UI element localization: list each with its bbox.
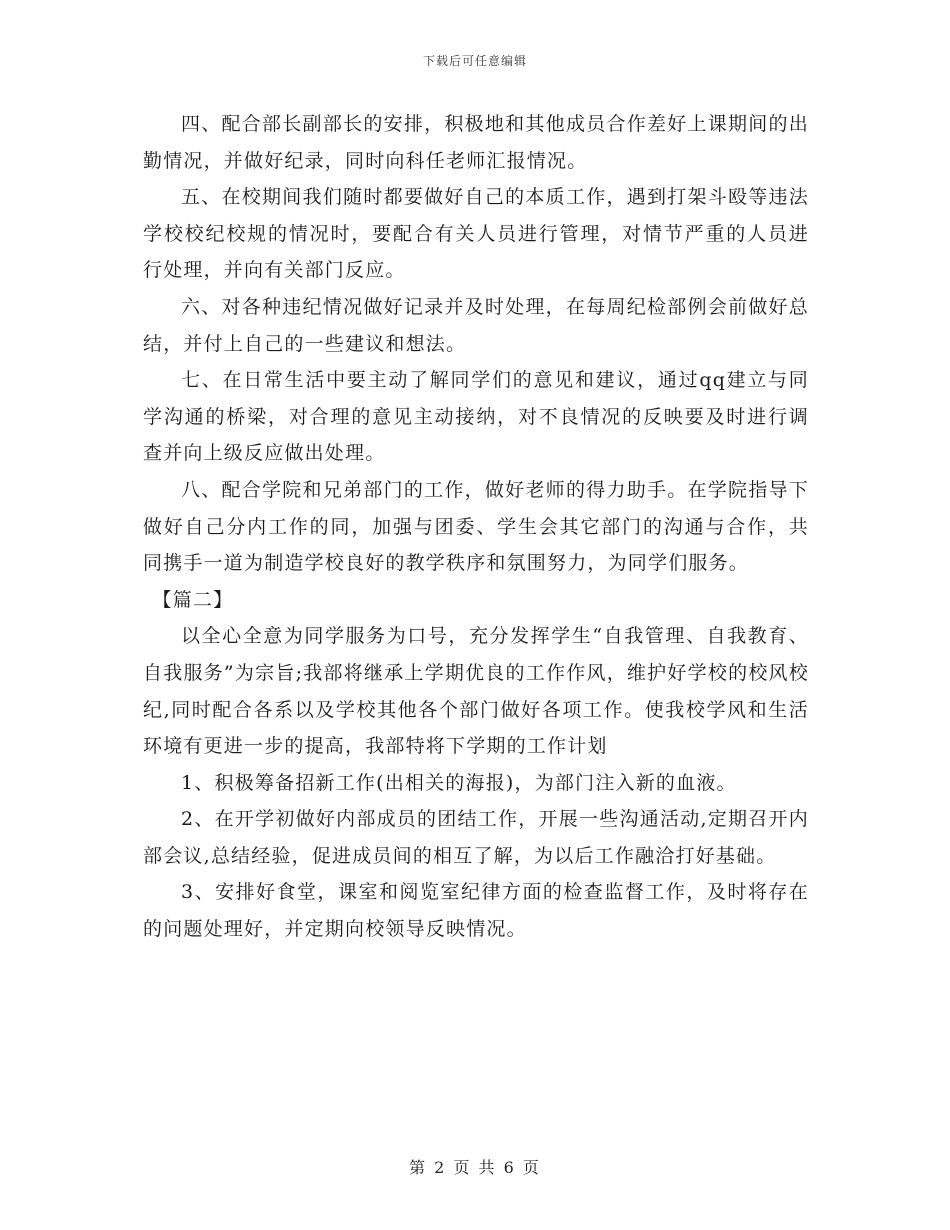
paragraph-item-6: 六、对各种违纪情况做好记录并及时处理，在每周纪检部例会前做好总结，并付上自己的一些建议和想法。 bbox=[143, 295, 809, 355]
header-note: 下载后可任意编辑 bbox=[422, 54, 527, 68]
paragraph-item-4: 四、配合部长副部长的安排，积极地和其他成员合作差好上课期间的出勤情况，并做好纪录，同时向科任老师汇报情况。 bbox=[143, 113, 809, 172]
plan-item-1: 1、积极筹备招新工作(出相关的海报)，为部门注入新的血液。 bbox=[181, 771, 737, 794]
section-heading: 【篇二】 bbox=[152, 588, 234, 611]
plan-item-3: 3、安排好食堂，课室和阅览室纪律方面的检查监督工作，及时将存在的问题处理好，并定期向校领导反映情况。 bbox=[143, 881, 809, 941]
plan-item-2: 2、在开学初做好内部成员的团结工作，开展一些沟通活动,定期召开内部会议,总结经验，促进成员间的相互了解，为以后工作融洽打好基础。 bbox=[143, 808, 809, 867]
document-body bbox=[143, 106, 809, 948]
paragraph-item-7: 七、在日常生活中要主动了解同学们的意见和建议，通过qq建立与同学沟通的桥梁，对合理的意见主动接纳，对不良情况的反映要及时进行调查并向上级反应做出处理。 bbox=[143, 369, 809, 465]
section-intro-paragraph: 以全心全意为同学服务为口号，充分发挥学生“自我管理、自我教育、自我服务”为宗旨;我部将继承上学期优良的工作作风，维护好学校的校风校纪,同时配合各系以及学校其他各个部门做好各项工作。使我校学风和生活环境有更进一步的提高，我部特将下学期的工作计划 bbox=[143, 625, 809, 758]
paragraph-item-5: 五、在校期间我们随时都要做好自己的本质工作，遇到打架斗殴等违法学校校纪校规的情况时，要配合有关人员进行管理，对情节严重的人员进行处理，并向有关部门反应。 bbox=[143, 186, 809, 282]
page-number: 第 2 页 共 6 页 bbox=[409, 1158, 541, 1177]
paragraph-item-8: 八、配合学院和兄弟部门的工作，做好老师的得力助手。在学院指导下做好自己分内工作的同，加强与团委、学生会其它部门的沟通与合作，共同携手一道为制造学校良好的教学秩序和氛围努力，为同学们服务。 bbox=[143, 478, 809, 575]
